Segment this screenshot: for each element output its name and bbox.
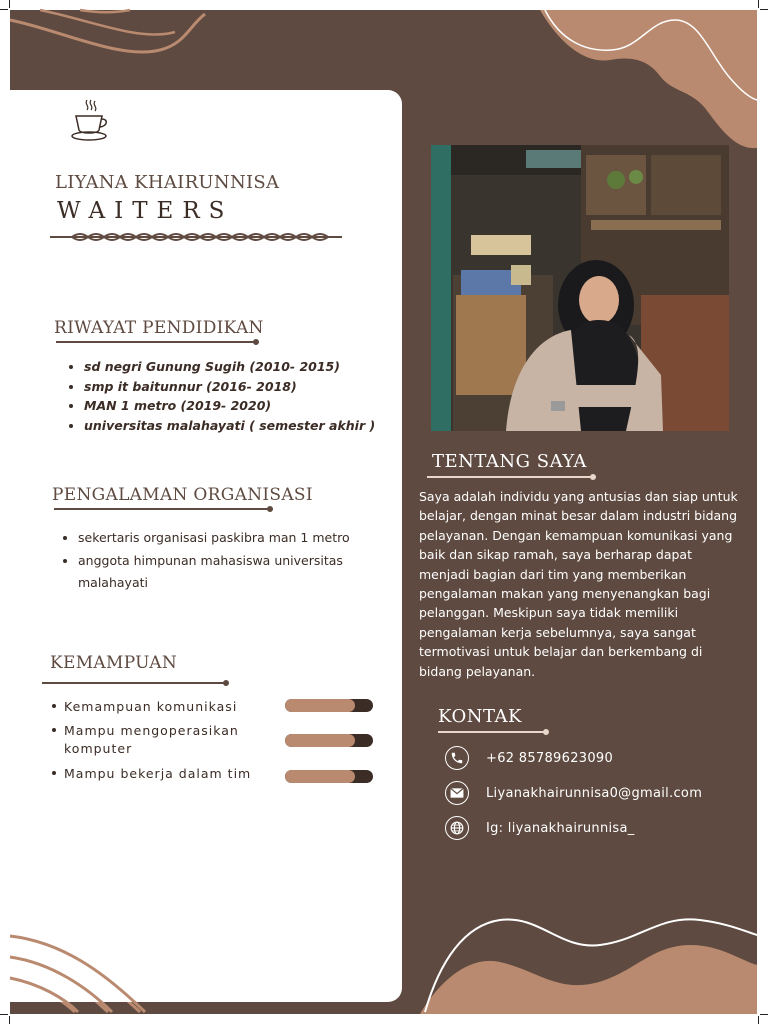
list-item: • sd negri Gunung Sugih (2010- 2015) <box>84 357 384 377</box>
contact-instagram[interactable] <box>445 815 635 841</box>
about-text: Saya adalah individu yang antusias dan siap untuk belajar, dengan minat besar dalam industri bidang pelayanan. Dengan kemampuan komunikasi yang baik dan sikap ramah, saya berharap dapat menjadi bagian dari tim yang memberikan pengalaman makan yang menyenangkan bagi pelanggan. Meskipun saya tidak memiliki pengalaman kerja sebelumnya, saya sangat termotivasi untuk belajar dan berkembang di bidang pelayanan. <box>419 489 738 679</box>
person-name: LIYANA KHAIRUNNISA <box>55 172 280 193</box>
skill-label: Kemampuan komunikasi <box>64 699 238 714</box>
crop-mark <box>9 0 10 8</box>
about-underline <box>427 476 593 478</box>
skill-bar <box>285 734 373 747</box>
email-address: Liyanakhairunnisa0@gmail.com <box>486 785 703 801</box>
skill-item <box>52 722 292 758</box>
list-item: • universitas malahayati ( semester akhir ) <box>84 416 384 436</box>
skill-label: Mampu bekerja dalam tim <box>64 766 252 781</box>
crop-mark <box>760 1014 768 1015</box>
coffee-cup-icon <box>70 98 110 144</box>
skills-title: KEMAMPUAN <box>50 653 177 673</box>
crop-mark <box>758 1016 759 1024</box>
organization-title: PENGALAMAN ORGANISASI <box>52 485 313 505</box>
crop-mark <box>0 9 8 10</box>
crop-mark <box>760 9 768 10</box>
skill-item <box>52 698 292 716</box>
globe-icon <box>445 816 469 840</box>
organization-list <box>56 527 388 595</box>
contact-underline <box>438 731 546 733</box>
instagram-handle: Ig: liyanakhairunnisa_ <box>486 820 635 836</box>
contact-email[interactable] <box>445 780 702 806</box>
skill-item <box>52 765 292 783</box>
profile-photo <box>431 145 729 431</box>
list-item: • anggota himpunan mahasiswa universitas malahayati <box>78 550 388 594</box>
phone-number: +62 85789623090 <box>486 750 614 766</box>
skill-label: Mampu mengoperasikan komputer <box>64 723 239 756</box>
skills-underline <box>42 682 226 684</box>
job-title: WAITERS <box>57 198 234 224</box>
crop-mark <box>758 0 759 8</box>
skill-bar <box>285 699 373 712</box>
phone-icon <box>445 746 469 770</box>
crop-mark <box>9 1016 10 1024</box>
education-list <box>62 357 384 435</box>
crop-mark <box>0 1014 8 1015</box>
organization-underline <box>54 508 270 510</box>
list-item: • sekertaris organisasi paskibra man 1 metro <box>78 527 388 549</box>
about-title: TENTANG SAYA <box>432 451 587 472</box>
list-item: • MAN 1 metro (2019- 2020) <box>84 396 384 416</box>
education-underline <box>56 341 256 343</box>
email-icon <box>445 781 469 805</box>
contact-phone[interactable] <box>445 745 613 771</box>
education-title: RIWAYAT PENDIDIKAN <box>54 318 264 338</box>
contact-title: KONTAK <box>438 706 522 727</box>
ornamental-divider <box>50 230 342 244</box>
skill-bar <box>285 770 373 783</box>
list-item: • smp it baitunnur (2016- 2018) <box>84 377 384 397</box>
